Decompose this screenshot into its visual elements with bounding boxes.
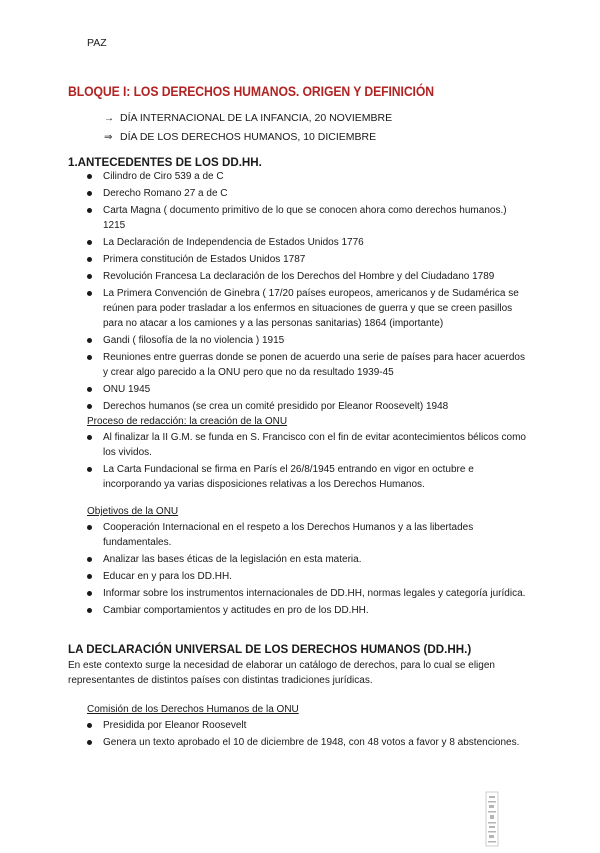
list-item: Cambiar comportamientos y actitudes en pro de los DD.HH. bbox=[87, 603, 527, 618]
comision-heading: Comisión de los Derechos Humanos de la ONU bbox=[87, 704, 299, 715]
bullet-icon bbox=[87, 404, 92, 409]
arrow-item-text: DÍA DE LOS DERECHOS HUMANOS, 10 DICIEMBRE bbox=[120, 131, 377, 143]
list-item: Genera un texto aprobado el 10 de diciembre de 1948, con 48 votos a favor y 8 abstenciones. bbox=[87, 735, 527, 750]
arrow-item-text: DÍA INTERNACIONAL DE LA INFANCIA, 20 NOVIEMBRE bbox=[120, 112, 393, 124]
list-item: Cilindro de Ciro 539 a de C bbox=[87, 169, 527, 184]
bullet-icon bbox=[87, 257, 92, 262]
antecedentes-list bbox=[87, 169, 527, 416]
list-item: Reuniones entre guerras donde se ponen de acuerdo una serie de países para hacer acuerdos y crear algo parecido a la ONU pero que no da resultado 1939-45 bbox=[87, 350, 527, 380]
list-item: Primera constitución de Estados Unidos 1787 bbox=[87, 252, 527, 267]
list-item: Presidida por Eleanor Roosevelt bbox=[87, 718, 527, 733]
arrow-item-ddhh bbox=[104, 131, 376, 143]
document-title: BLOQUE I: LOS DERECHOS HUMANOS. ORIGEN Y DEFINICIÓN bbox=[68, 84, 434, 100]
list-item: Carta Magna ( documento primitivo de lo que se conocen ahora como derechos humanos.) 1215 bbox=[87, 203, 527, 233]
list-item: La Carta Fundacional se firma en París el 26/8/1945 entrando en vigor en octubre e incorporando ya varias disposiciones relativas a los Derechos Humanos. bbox=[87, 462, 527, 492]
list-item: Analizar las bases éticas de la legislación en esta materia. bbox=[87, 552, 527, 567]
comision-list bbox=[87, 718, 527, 752]
list-item: Derechos humanos (se crea un comité presidido por Eleanor Roosevelt) 1948 bbox=[87, 399, 527, 414]
list-item: Al finalizar la II G.M. se funda en S. Francisco con el fin de evitar acontecimientos bélicos como los vividos. bbox=[87, 430, 527, 460]
list-item: Informar sobre los instrumentos internacionales de DD.HH, normas legales y categoría jurídica. bbox=[87, 586, 527, 601]
bullet-icon bbox=[87, 525, 92, 530]
bullet-icon bbox=[87, 557, 92, 562]
objetivos-list bbox=[87, 520, 527, 620]
list-item: Derecho Romano 27 a de C bbox=[87, 186, 527, 201]
bullet-icon bbox=[87, 591, 92, 596]
bullet-icon bbox=[87, 338, 92, 343]
bullet-icon bbox=[87, 574, 92, 579]
double-right-arrow-icon: ⇒ bbox=[104, 132, 113, 143]
bullet-icon bbox=[87, 723, 92, 728]
list-item: Educar en y para los DD.HH. bbox=[87, 569, 527, 584]
list-item: Revolución Francesa La declaración de los Derechos del Hombre y del Ciudadano 1789 bbox=[87, 269, 527, 284]
bullet-icon bbox=[87, 208, 92, 213]
bullet-icon bbox=[87, 387, 92, 392]
watermark-stamp-icon bbox=[484, 790, 500, 848]
bullet-icon bbox=[87, 291, 92, 296]
right-arrow-icon: → bbox=[104, 113, 114, 124]
bullet-icon bbox=[87, 435, 92, 440]
list-item: La Declaración de Independencia de Estados Unidos 1776 bbox=[87, 235, 527, 250]
antecedentes-heading: 1.ANTECEDENTES DE LOS DD.HH. bbox=[68, 156, 262, 169]
declaracion-paragraph: En este contexto surge la necesidad de elaborar un catálogo de derechos, para lo cual se eligen representantes de distintos países con distintas tradiciones jurídicas. bbox=[68, 660, 495, 686]
objetivos-heading: Objetivos de la ONU bbox=[87, 506, 179, 517]
bullet-icon bbox=[87, 191, 92, 196]
bullet-icon bbox=[87, 467, 92, 472]
bullet-icon bbox=[87, 240, 92, 245]
arrow-item-infancia bbox=[104, 112, 392, 124]
list-item: ONU 1945 bbox=[87, 382, 527, 397]
bullet-icon bbox=[87, 608, 92, 613]
bullet-icon bbox=[87, 174, 92, 179]
list-item: Gandi ( filosofía de la no violencia ) 1915 bbox=[87, 333, 527, 348]
list-item: Cooperación Internacional en el respeto a los Derechos Humanos y a las libertades fundamentales. bbox=[87, 520, 527, 550]
proceso-list bbox=[87, 430, 527, 494]
declaracion-heading: LA DECLARACIÓN UNIVERSAL DE LOS DERECHOS HUMANOS (DD.HH.) bbox=[68, 643, 472, 656]
list-item: La Primera Convención de Ginebra ( 17/20 países europeos, americanos y de Sudamérica se reúnen para poder trasladar a los enfermos en situaciones de guerra y que se creen pasillos para no atacar a los camiones y a las personas sanitarias) 1864 (importante) bbox=[87, 286, 527, 331]
proceso-heading: Proceso de redacción: la creación de la ONU bbox=[87, 416, 288, 427]
bullet-icon bbox=[87, 355, 92, 360]
bullet-icon bbox=[87, 274, 92, 279]
bullet-icon bbox=[87, 740, 92, 745]
header-label: PAZ bbox=[87, 37, 107, 49]
